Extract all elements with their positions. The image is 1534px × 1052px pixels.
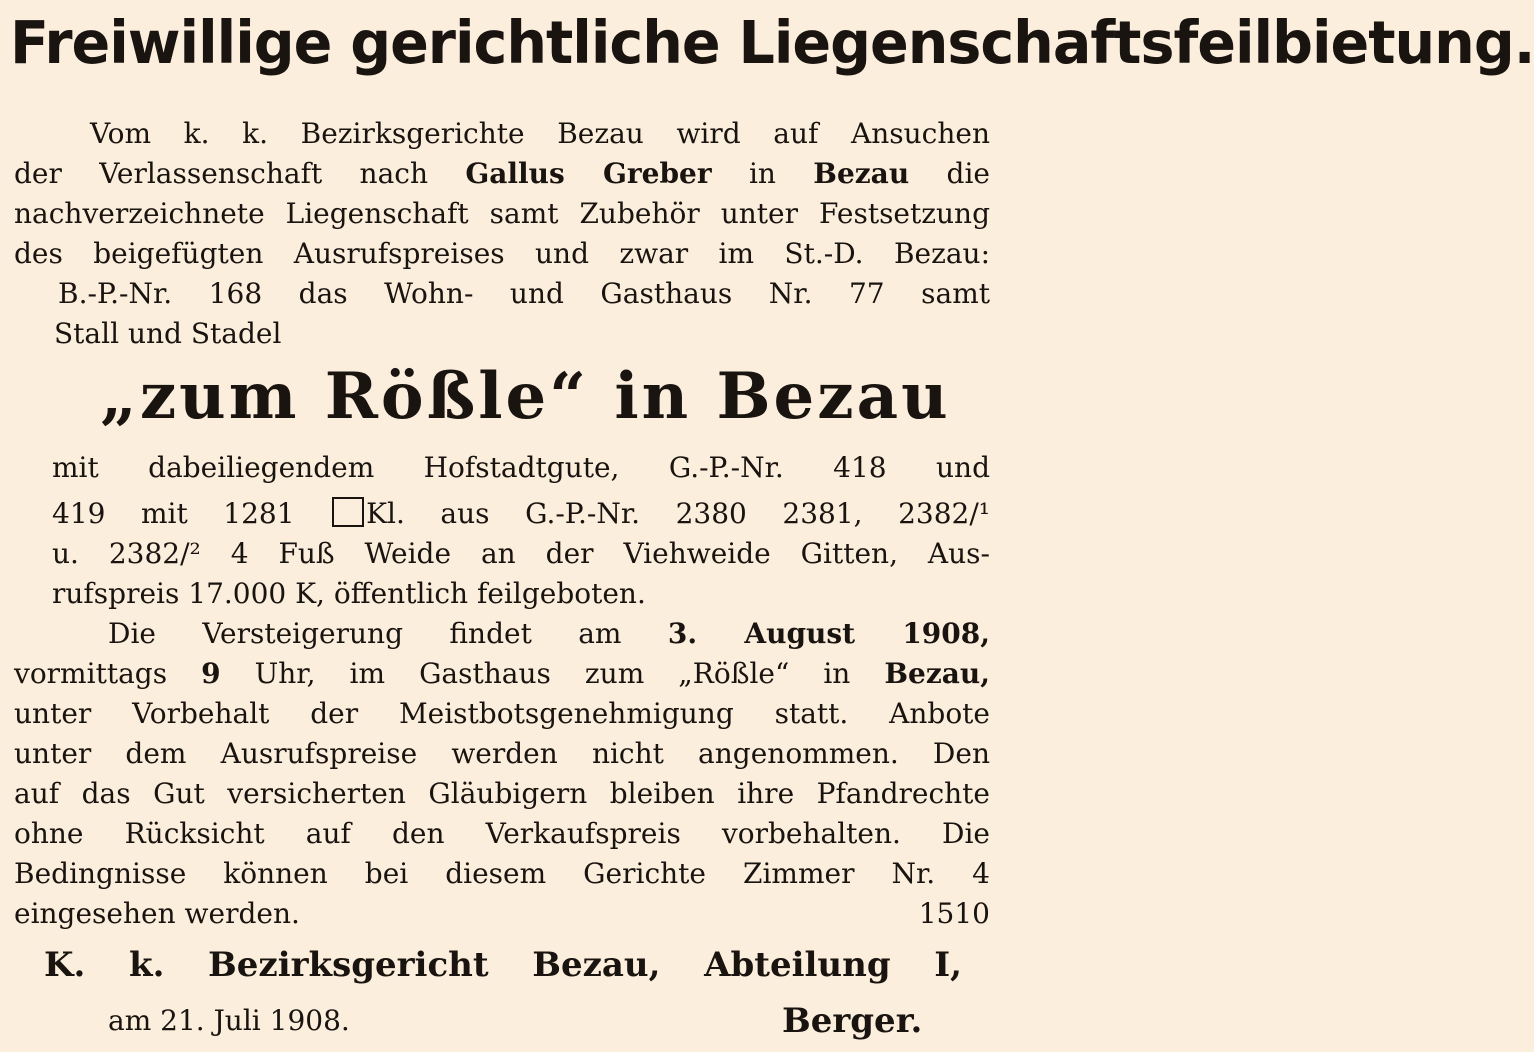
auction-line-6: ohne Rücksicht auf den Verkaufspreis vorbehalten. Die: [14, 817, 990, 850]
auction-date: 3. August 1908,: [667, 617, 990, 650]
signer-name: Berger.: [782, 1001, 923, 1041]
issue-date: am 21. Juli 1908.: [108, 1004, 350, 1037]
auction-place: Bezau,: [884, 657, 990, 690]
auction-line-1-start: Die Versteigerung findet am: [108, 617, 622, 650]
intro-line-5: B.-P.-Nr. 168 das Wohn- und Gasthaus Nr. 77 samt: [58, 277, 990, 310]
auction-line-4: unter dem Ausrufspreise werden nicht angenommen. Den: [14, 737, 990, 770]
intro-line-3: nachverzeichnete Liegenschaft samt Zubehör unter Festsetzung: [14, 197, 990, 230]
deceased-name: Gallus Greber: [465, 157, 712, 190]
auction-time: 9: [201, 657, 221, 690]
desc-line-3: u. 2382/² 4 Fuß Weide an der Viehweide Gitten, Aus-: [52, 537, 990, 570]
auction-last-line: eingesehen werden.: [14, 897, 300, 930]
desc-line-2-start: 419 mit 1281: [52, 497, 295, 530]
intro-line-1: Vom k. k. Bezirksgerichte Bezau wird auf Ansuchen: [90, 117, 990, 150]
desc-line-2: [14, 494, 990, 534]
auction-line-2: [14, 654, 990, 694]
auction-line-2-mid: Uhr, im Gasthaus zum „Rößle“ in: [254, 657, 851, 690]
auction-line-2-start: vormittags: [14, 657, 168, 690]
intro-line-2-mid: in: [748, 157, 776, 190]
court-signature: K. k. Bezirksgericht Bezau, Abteilung I,: [44, 945, 962, 985]
auction-line-1: [14, 614, 990, 654]
headline: Freiwillige gerichtliche Liegenschaftsfeilbietung.: [10, 9, 1534, 78]
desc-line-2-end: Kl. aus G.-P.-Nr. 2380 2381, 2382/¹: [366, 497, 991, 530]
desc-line-4: rufspreis 17.000 K, öffentlich feilgeboten.: [52, 577, 646, 610]
intro-line-2-end: die: [946, 157, 990, 190]
reference-number: 1510: [918, 897, 990, 930]
square-klafter-icon: [332, 497, 364, 527]
auction-line-3: unter Vorbehalt der Meistbotsgenehmigung statt. Anbote: [14, 697, 990, 730]
intro-line-4: des beigefügten Ausrufspreises und zwar im St.-D. Bezau:: [14, 237, 990, 270]
inn-name: „zum Rößle“ in Bezau: [100, 359, 951, 434]
intro-line-2: [14, 154, 990, 194]
desc-line-1: mit dabeiliegendem Hofstadtgute, G.-P.-Nr. 418 und: [52, 451, 990, 484]
deceased-place: Bezau: [813, 157, 910, 190]
intro-line-2-start: der Verlassenschaft nach: [14, 157, 428, 190]
auction-line-5: auf das Gut versicherten Gläubigern bleiben ihre Pfandrechte: [14, 777, 990, 810]
intro-line-6: Stall und Stadel: [54, 317, 282, 350]
auction-line-7: Bedingnisse können bei diesem Gerichte Zimmer Nr. 4: [14, 857, 990, 890]
auction-line-8: [14, 894, 990, 934]
